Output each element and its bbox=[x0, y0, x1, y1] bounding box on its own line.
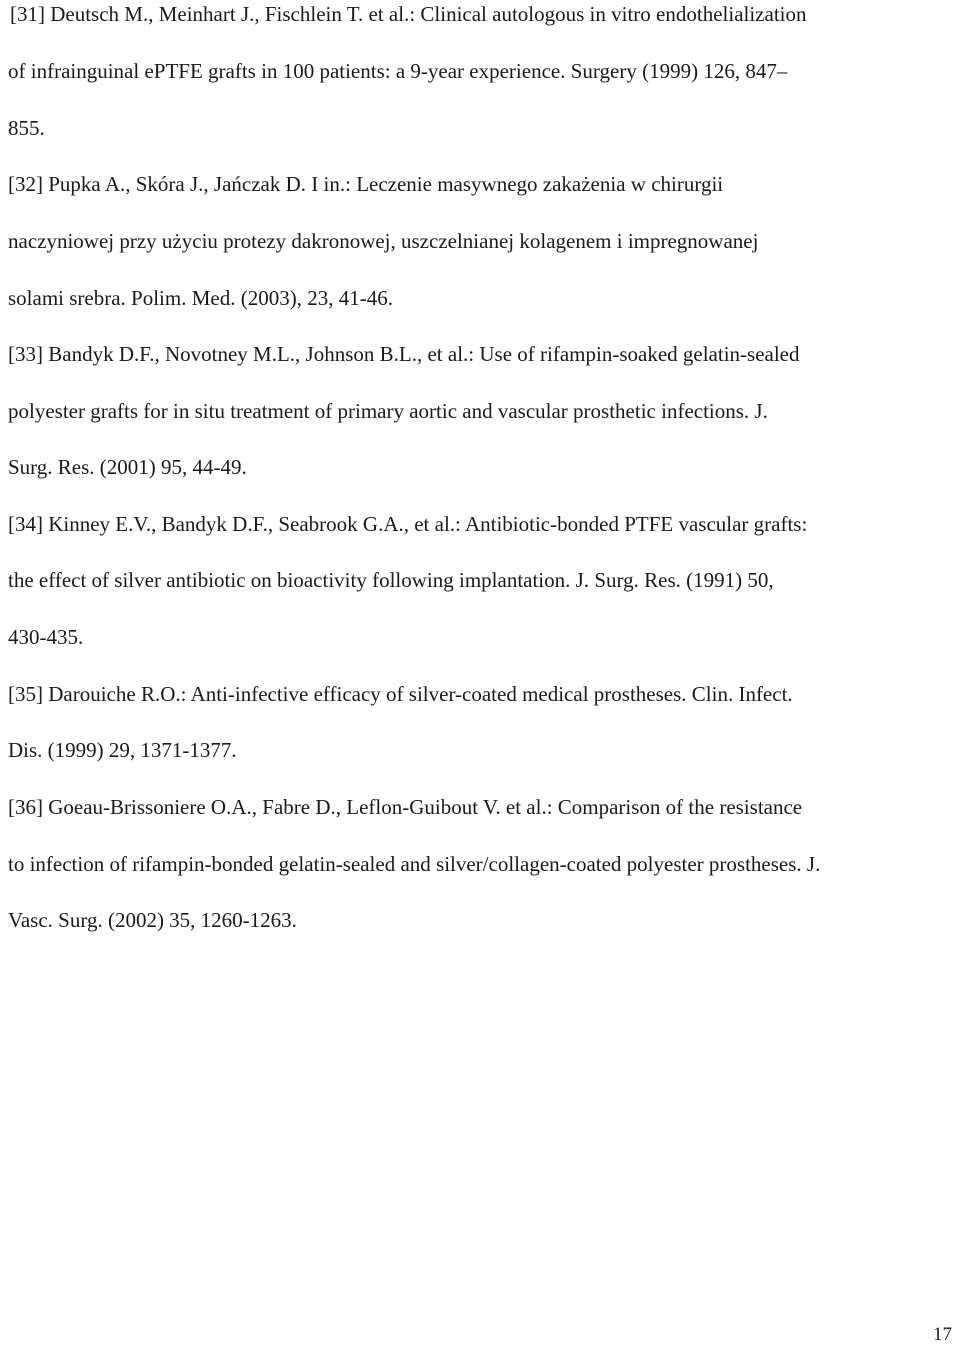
page-number: 17 bbox=[933, 1324, 952, 1345]
reference-34-line-1: [34] Kinney E.V., Bandyk D.F., Seabrook G.A., et al.: Antibiotic-bonded PTFE vascular grafts: bbox=[8, 512, 808, 536]
reference-36-line-3: Vasc. Surg. (2002) 35, 1260-1263. bbox=[8, 908, 297, 932]
reference-35-line-2: Dis. (1999) 29, 1371-1377. bbox=[8, 738, 237, 762]
reference-36-line-2: to infection of rifampin-bonded gelatin-sealed and silver/collagen-coated polyester prostheses. J. bbox=[8, 852, 821, 876]
reference-31-line-1: [31] Deutsch M., Meinhart J., Fischlein T. et al.: Clinical autologous in vitro endothelialization bbox=[10, 2, 807, 26]
reference-31-line-2: of infrainguinal ePTFE grafts in 100 patients: a 9-year experience. Surgery (1999) 126, 847– bbox=[8, 59, 788, 83]
reference-35-line-1: [35] Darouiche R.O.: Anti-infective efficacy of silver-coated medical prostheses. Clin. Infect. bbox=[8, 682, 793, 706]
reference-32-line-3: solami srebra. Polim. Med. (2003), 23, 41-46. bbox=[8, 286, 393, 310]
reference-33-line-1: [33] Bandyk D.F., Novotney M.L., Johnson B.L., et al.: Use of rifampin-soaked gelatin-sealed bbox=[8, 342, 800, 366]
reference-34-line-3: 430-435. bbox=[8, 625, 84, 649]
reference-32-line-2: naczyniowej przy użyciu protezy dakronowej, uszczelnianej kolagenem i impregnowanej bbox=[8, 229, 759, 253]
reference-33-line-2: polyester grafts for in situ treatment of primary aortic and vascular prosthetic infections. J. bbox=[8, 399, 768, 423]
reference-31-line-3: 855. bbox=[8, 116, 45, 140]
reference-34-line-2: the effect of silver antibiotic on bioactivity following implantation. J. Surg. Res. (1991) 50, bbox=[8, 568, 774, 592]
reference-36-line-1: [36] Goeau-Brissoniere O.A., Fabre D., Leflon-Guibout V. et al.: Comparison of the resistance bbox=[8, 795, 803, 819]
reference-33-line-3: Surg. Res. (2001) 95, 44-49. bbox=[8, 455, 247, 479]
reference-32-line-1: [32] Pupka A., Skóra J., Jańczak D. I in.: Leczenie masywnego zakażenia w chirurgii bbox=[8, 172, 724, 196]
